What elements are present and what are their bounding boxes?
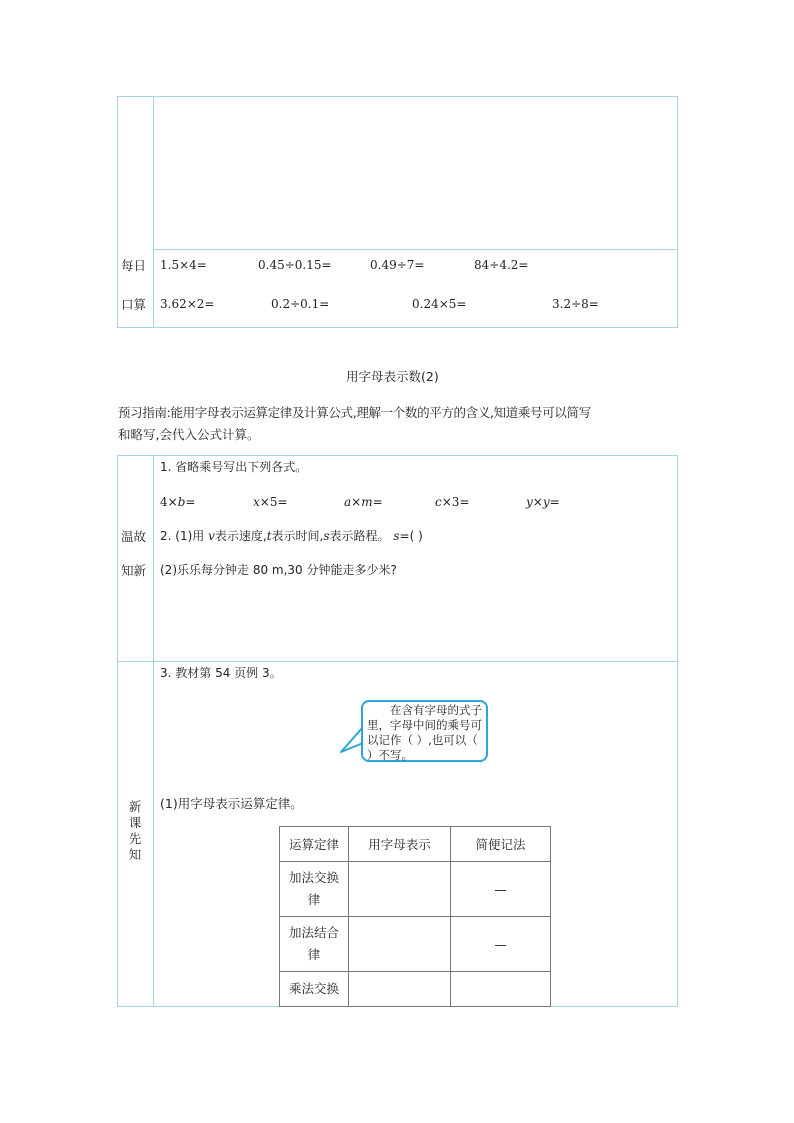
expression-1: 4×b= [160, 495, 196, 509]
letter-form-cell[interactable] [349, 972, 451, 1007]
daily-label-2: 口算 [121, 297, 147, 312]
oral-calc-item: 84÷4.2= [474, 258, 529, 272]
law-name: 加法交换律 [280, 862, 349, 917]
question-2: 2. (1)用 v表示速度,t表示时间,s表示路程。 s=( ) [160, 529, 423, 543]
table-header: 用字母表示 [349, 827, 451, 862]
review-label-1: 温故 [121, 529, 147, 544]
oral-calc-item: 0.45÷0.15= [258, 258, 332, 272]
review-label-2: 知新 [121, 563, 147, 578]
intro-line-2: 和略写,会代入公式计算。 [118, 427, 260, 442]
oral-calc-item: 0.24×5= [412, 297, 467, 311]
table-row [280, 972, 551, 1007]
expression-5: y×y= [526, 495, 560, 509]
top-table-row-divider [153, 249, 678, 250]
table-row [280, 917, 551, 972]
expression-4: c×3= [435, 495, 470, 509]
letter-form-cell[interactable] [349, 862, 451, 917]
table-row [280, 862, 551, 917]
short-form-cell[interactable] [451, 917, 551, 972]
expression-3: a×m= [344, 495, 383, 509]
table-header: 简便记法 [451, 827, 551, 862]
intro-line-1: 预习指南:能用字母表示运算定律及计算公式,理解一个数的平方的含义,知道乘号可以简写 [118, 405, 591, 420]
sub-question-1: (1)用字母表示运算定律。 [160, 796, 303, 811]
dash-mark: — [494, 936, 507, 952]
law-name: 乘法交换 [280, 972, 349, 1007]
speech-bubble [361, 700, 488, 762]
question-2b: (2)乐乐每分钟走 80 m,30 分钟能走多少米? [160, 563, 397, 577]
daily-label-1: 每日 [121, 258, 147, 273]
speech-bubble-text: 在含有字母的式子里，字母中间的乘号可以记作（ ）,也可以（ ）不写。 [367, 703, 482, 762]
oral-calc-item: 1.5×4= [160, 258, 207, 272]
short-form-cell[interactable] [451, 972, 551, 1007]
table-header: 运算定律 [280, 827, 349, 862]
lesson-table-row-divider [117, 661, 678, 662]
short-form-cell[interactable] [451, 862, 551, 917]
new-lesson-label: 新课先知 [128, 799, 142, 862]
top-table-col-divider [153, 96, 154, 328]
laws-table [279, 826, 551, 1007]
dash-mark: — [494, 881, 507, 897]
top-table [117, 96, 678, 328]
expression-2: x×5= [253, 495, 288, 509]
question-3: 3. 教材第 54 页例 3。 [160, 666, 282, 680]
section-title: 用字母表示数(2) [346, 369, 439, 384]
lesson-table-col-divider [153, 455, 154, 1007]
oral-calc-item: 0.2÷0.1= [271, 297, 330, 311]
oral-calc-item: 3.2÷8= [552, 297, 599, 311]
law-name: 加法结合律 [280, 917, 349, 972]
question-1: 1. 省略乘号写出下列各式。 [160, 460, 308, 474]
oral-calc-item: 0.49÷7= [370, 258, 425, 272]
letter-form-cell[interactable] [349, 917, 451, 972]
oral-calc-item: 3.62×2= [160, 297, 215, 311]
